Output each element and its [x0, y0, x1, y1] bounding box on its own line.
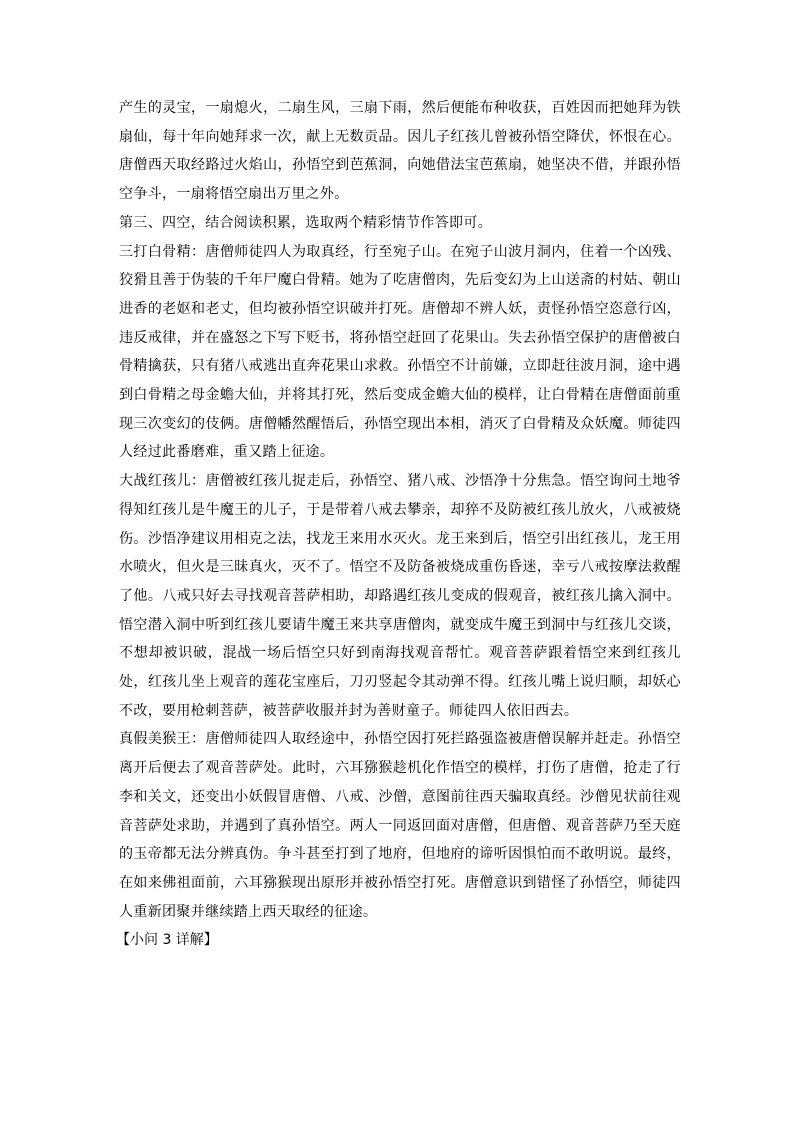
section-heading: 【小问 3 详解】 — [116, 932, 218, 949]
paragraph-meihouwang: 真假美猴王：唐僧师徒四人取经途中，孙悟空因打死拦路强盗被唐僧误解并赶走。孙悟空离开后便去了观音菩萨处。此时，六耳猕猴趁机化作悟空的模样，打伤了唐僧，抢走了行李和关文，还变出小妖假冒唐僧、八戒、沙僧，意图前往西天骗取真经。沙僧见状前往观音菩萨处求助，并遇到了真孙悟空。两人一同返回面对唐僧，但唐僧、观音菩萨乃至天庭的玉帝都无法分辨真伪。争斗甚至打到了地府，但地府的谛听因惧怕而不敢明说。最终，在如来佛祖面前，六耳猕猴现出原形并被孙悟空打死。唐僧意识到错怪了孙悟空，师徒四人重新团聚并继续踏上西天取经的征途。 — [119, 731, 681, 920]
paragraph-fan-continuation: 产生的灵宝，一扇熄火，二扇生风，三扇下雨，然后便能布种收获，百姓因而把她拜为铁扇仙，每十年向她拜求一次，献上无数贡品。因儿子红孩儿曾被孙悟空降伏，怀恨在心。唐僧西天取经路过火焰山，孙悟空到芭蕉洞，向她借法宝芭蕉扇，她坚决不借，并跟孙悟空争斗，一扇将悟空扇出万里之外。 — [119, 100, 681, 203]
paragraph-honghaier: 大战红孩儿：唐僧被红孩儿捉走后，孙悟空、猪八戒、沙悟净十分焦急。悟空询问土地爷得知红孩儿是牛魔王的儿子，于是带着八戒去攀亲，却猝不及防被红孩儿放火，八戒被烧伤。沙悟净建议用相克之法，找龙王来用水灭火。龙王来到后，悟空引出红孩儿，龙王用水喷火，但火是三昧真火，灭不了。悟空不及防备被烧成重伤昏迷，幸亏八戒按摩法救醒了他。八戒只好去寻找观音菩萨相助，却路遇红孩儿变成的假观音，被红孩儿擒入洞中。悟空潜入洞中听到红孩儿要请牛魔王来共享唐僧肉，就变成牛魔王到洞中与红孩儿交谈，不想却被识破，混战一场后悟空只好到南海找观音帮忙。观音菩萨跟着悟空来到红孩儿处，红孩儿坐上观音的莲花宝座后，刀刃竖起令其动弹不得。红孩儿嘴上说归顺，却妖心不改，要用枪刺菩萨，被菩萨收服并封为善财童子。师徒四人依旧西去。 — [119, 473, 681, 719]
document-page — [116, 94, 681, 955]
paragraph-baigujing: 三打白骨精：唐僧师徒四人为取真经，行至宛子山。在宛子山波月洞内，住着一个凶残、狡猾且善于伪装的千年尸魔白骨精。她为了吃唐僧肉，先后变幻为上山送斋的村姑、朝山进香的老妪和老丈，但均被孙悟空识破并打死。唐僧却不辨人妖，责怪孙悟空恣意行凶，违反戒律，并在盛怒之下写下贬书，将孙悟空赶回了花果山。失去孙悟空保护的唐僧被白骨精擒获，只有猪八戒逃出直奔花果山求救。孙悟空不计前嫌，立即赶往波月洞，途中遇到白骨精之母金蟾大仙，并将其打死，然后变成金蟾大仙的模样，让白骨精在唐僧面前重现三次变幻的伎俩。唐僧幡然醒悟后，孙悟空现出本相，消灭了白骨精及众妖魔。师徒四人经过此番磨难，重又踏上征途。 — [119, 243, 681, 461]
paragraph-instruction: 第三、四空，结合阅读积累，选取两个精彩情节作答即可。 — [119, 214, 493, 231]
